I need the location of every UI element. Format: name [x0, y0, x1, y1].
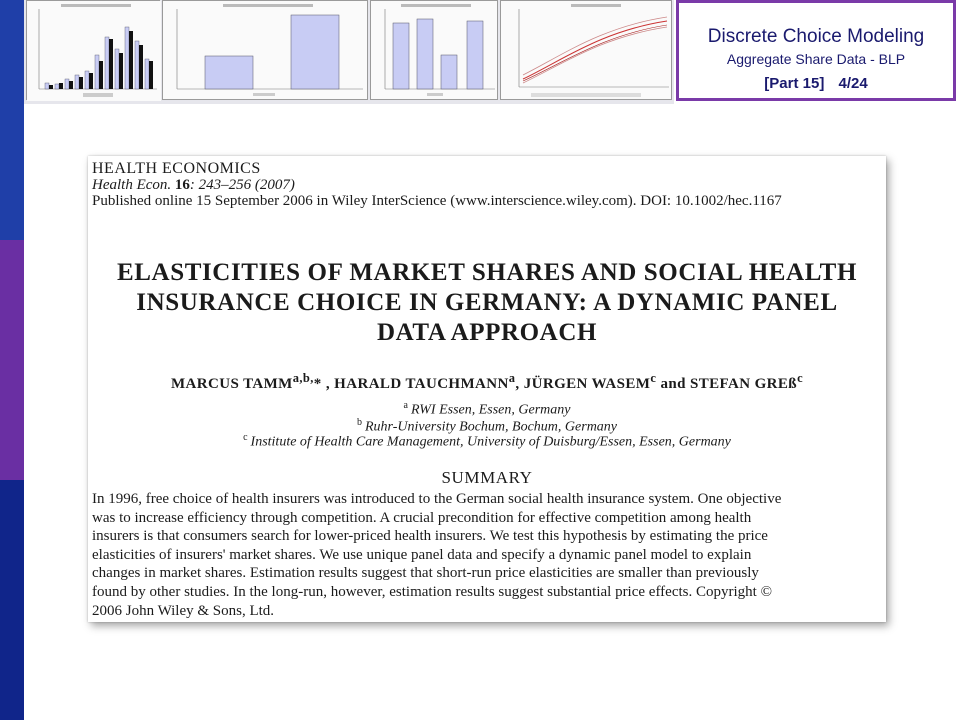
thumbnail-bar [115, 49, 119, 89]
citation-volume: 16 [174, 177, 190, 193]
affiliation-mark: b [356, 417, 362, 428]
thumbnail-bar [85, 71, 89, 89]
slide-title: Discrete Choice Modeling [707, 26, 925, 47]
author-name: JÜRGEN WASEM [523, 376, 651, 392]
abstract-line: 2006 John Wiley & Sons, Ltd. [92, 602, 275, 619]
author-affiliation-mark: a,b, [292, 371, 314, 385]
thumbnail-bar [59, 83, 63, 89]
journal-name: HEALTH ECONOMICS [92, 160, 261, 177]
bar-chart-thumbnail-2-graphic [371, 1, 499, 101]
author-affiliation-mark: c [797, 371, 804, 385]
citation-journal: Health Econ. [92, 177, 172, 193]
author-affiliation-mark: c [650, 371, 657, 385]
journal-citation [92, 177, 295, 194]
author-affiliation-mark: a [508, 371, 516, 385]
slide-title-box [676, 0, 956, 101]
paper-title-line: DATA APPROACH [376, 319, 598, 346]
summary-heading: SUMMARY [441, 468, 533, 487]
paper-image [88, 156, 886, 622]
abstract-line: In 1996, free choice of health insurers was introduced to the German social health insurance system. One objective [92, 491, 782, 507]
author-name: STEFAN GREß [689, 376, 798, 392]
thumbnail-bar [129, 31, 133, 89]
affiliation-mark: a [403, 400, 408, 411]
thumbnail-bar [105, 37, 109, 89]
slide-part-page [679, 75, 953, 92]
author-separator: , [515, 376, 524, 392]
thumbnail-bar [119, 53, 123, 89]
affiliation [88, 400, 886, 419]
bar-chart-thumbnail-1 [162, 0, 368, 100]
thumbnail-bar [75, 75, 79, 89]
sidebar-stripe-purple [0, 240, 24, 480]
thumbnail-bar [69, 81, 73, 89]
author-list [88, 371, 886, 393]
author-separator: and [656, 376, 690, 392]
author-name: HARALD TAUCHMANN [334, 376, 509, 392]
histogram-thumbnail [26, 0, 160, 100]
thumbnail-bar [135, 41, 139, 89]
thumbnail-bar [139, 45, 143, 89]
thumbnail-bar [65, 79, 69, 89]
thumbnail-bar [99, 61, 103, 89]
affiliation [88, 432, 886, 451]
paper-title-line: ELASTICITIES OF MARKET SHARES AND SOCIAL HEALTH [117, 259, 857, 286]
bar-chart-thumbnail-2 [370, 0, 498, 100]
affiliation-text: Ruhr-University Bochum, Bochum, Germany [364, 419, 618, 435]
abstract-line: elasticities of insurers' market shares. We use unique panel data and specify a dynamic panel model to explain [92, 546, 752, 563]
part-label: [Part 15] [764, 75, 825, 92]
author-separator: * , [313, 376, 335, 392]
slide-subtitle: Aggregate Share Data - BLP [726, 51, 906, 67]
citation-pages: : 243–256 (2007) [189, 177, 295, 193]
abstract-line: insurers is that consumers search for lower-priced health insurers. We test this hypothesis by estimating the price [92, 528, 768, 545]
thumbnail-bar [109, 39, 113, 89]
bar-chart-thumbnail-1-graphic [163, 1, 369, 101]
paper-title-line: INSURANCE CHOICE IN GERMANY: A DYNAMIC PANEL [136, 289, 838, 316]
sidebar-stripe-navy [0, 480, 24, 720]
affiliation-mark: c [243, 432, 248, 443]
abstract-line: found by other studies. In the long-run, however, estimation results suggest substantial price effects. Copyright © [92, 583, 772, 600]
abstract [92, 490, 872, 620]
thumbnail-bar [125, 27, 129, 89]
affiliation-text: Institute of Health Care Management, University of Duisburg/Essen, Essen, Germany [250, 434, 731, 450]
thumbnail-bar [95, 55, 99, 89]
histogram-thumbnail-graphic [27, 1, 161, 101]
thumbnail-bar [49, 85, 53, 89]
abstract-line: was to increase efficiency through competition. A crucial precondition for effective competition among health [92, 509, 752, 526]
thumbnail-bar [145, 59, 149, 89]
affiliation-text: RWI Essen, Essen, Germany [410, 402, 571, 418]
sidebar-stripe-blue [0, 0, 24, 240]
thumbnail-bar [55, 84, 59, 89]
abstract-line: changes in market shares. Estimation results suggest that short-run price elasticities are smaller than previously [92, 565, 759, 582]
thumbnail-bar [149, 61, 153, 89]
thumbnail-strip [24, 0, 674, 104]
paper-title [88, 258, 886, 348]
thumbnail-bar [45, 83, 49, 89]
author-name: MARCUS TAMM [170, 376, 293, 392]
curves-thumbnail-graphic [501, 1, 673, 101]
thumbnail-bar [79, 77, 83, 89]
page-number: 4/24 [838, 75, 868, 92]
thumbnail-bar [89, 73, 93, 89]
publication-info: Published online 15 September 2006 in Wiley InterScience (www.interscience.wiley.com). DOI: 10.1002/hec.1167 [92, 193, 782, 209]
curves-thumbnail [500, 0, 672, 100]
